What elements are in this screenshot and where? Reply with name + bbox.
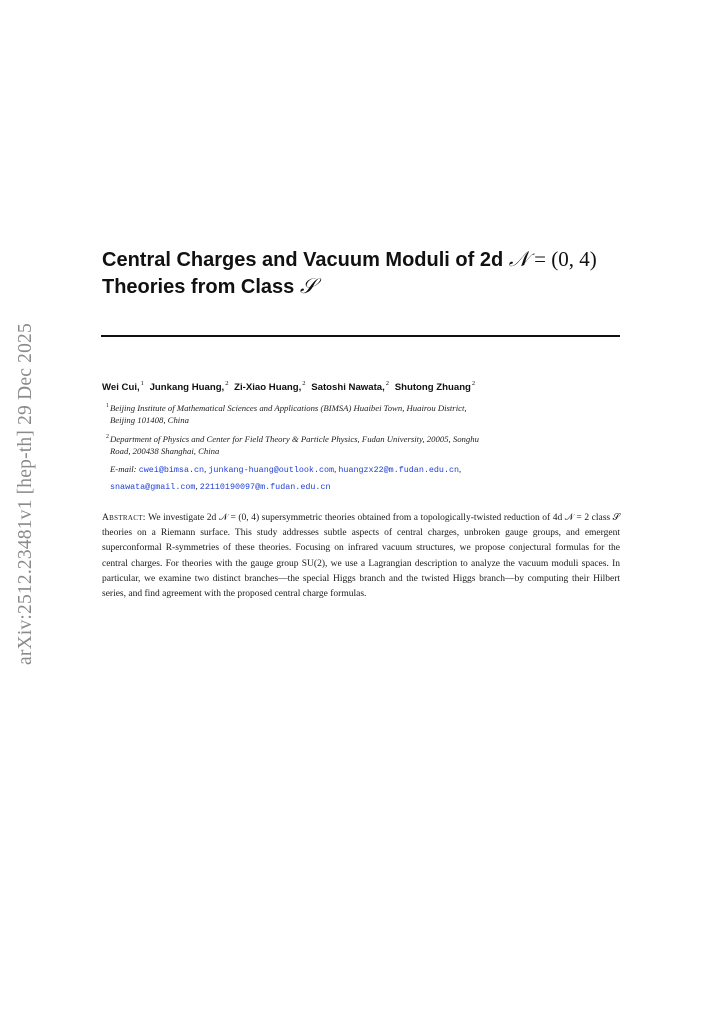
- affiliation-line: Beijing Institute of Mathematical Sciences and Applications (BIMSA) Huaibei Town, Huairou District,: [110, 403, 467, 413]
- affiliation-2: [106, 431, 626, 458]
- email-link[interactable]: junkang-huang@outlook.com: [208, 465, 335, 475]
- abstract: [102, 511, 620, 602]
- arxiv-identifier-stamp: [4, 295, 48, 665]
- author: Junkang Huang,$^2$: [149, 380, 229, 393]
- affiliation-1: [106, 400, 626, 427]
- abstract-text: We investigate 2d 𝒩 = (0, 4) supersymmetric theories obtained from a topologically-twisted reduction of 4d 𝒩 = 2 class 𝒮 theories on a Riemann surface. This study addresses subtle aspects of central charges, unbroken gauge groups, and emergent superconformal R-symmetries of these theories. Focusing on infrared vacuum structures, we propose conjectural formulas for the central charges. For theories with the gauge group SU(2), we use a Lagrangian description to analyze the vacuum moduli spaces. In particular, we examine two distinct branches—the special Higgs branch and the twisted Higgs branch—by computing their Hilbert series, and find agreement with the proposed central charge formulas.: [102, 513, 620, 600]
- email-link[interactable]: cwei@bimsa.cn: [138, 465, 205, 475]
- arxiv-identifier-text: arXiv:2512.23481v1 [hep-th] 29 Dec 2025: [15, 323, 36, 665]
- author: Wei Cui,$^1$: [102, 380, 144, 393]
- title-math-s: 𝒮: [299, 274, 317, 298]
- affiliation-marker: 1: [106, 403, 109, 409]
- email-link[interactable]: 22110190097@m.fudan.edu.cn: [199, 481, 331, 492]
- title-math-n: 𝒩: [508, 247, 529, 271]
- title-part-2: Theories from Class: [102, 276, 300, 298]
- affiliation-line: Road, 200438 Shanghai, China: [110, 446, 220, 457]
- author: Shutong Zhuang$^2$: [394, 380, 476, 393]
- email-link[interactable]: huangzx22@m.fudan.edu.cn: [338, 465, 460, 475]
- affiliation-marker: 2: [106, 434, 109, 440]
- author: Satoshi Nawata,$^2$: [311, 380, 390, 393]
- affiliation-line: Department of Physics and Center for Field Theory & Particle Physics, Fudan University, 20005, Songhu: [110, 434, 479, 444]
- paper-title: [102, 246, 642, 300]
- email-label: E-mail:: [110, 464, 137, 474]
- author-list: [102, 377, 632, 395]
- affiliation-line: Beijing 101408, China: [110, 415, 189, 426]
- abstract-heading: Abstract:: [102, 513, 146, 523]
- email-block: E-mail: cwei@bimsa.cn, junkang-huang@outlook.com, huangzx22@m.fudan.edu.cn, snawata@gmail.com, 22110190097@m.fudan.edu.cn: [110, 464, 462, 492]
- title-math-eq: = (0, 4): [528, 247, 597, 271]
- author: Zi-Xiao Huang,$^2$: [234, 380, 306, 393]
- email-link[interactable]: snawata@gmail.com: [110, 481, 196, 492]
- title-part-1: Central Charges and Vacuum Moduli of 2d: [102, 249, 509, 271]
- title-rule-divider: [101, 335, 620, 337]
